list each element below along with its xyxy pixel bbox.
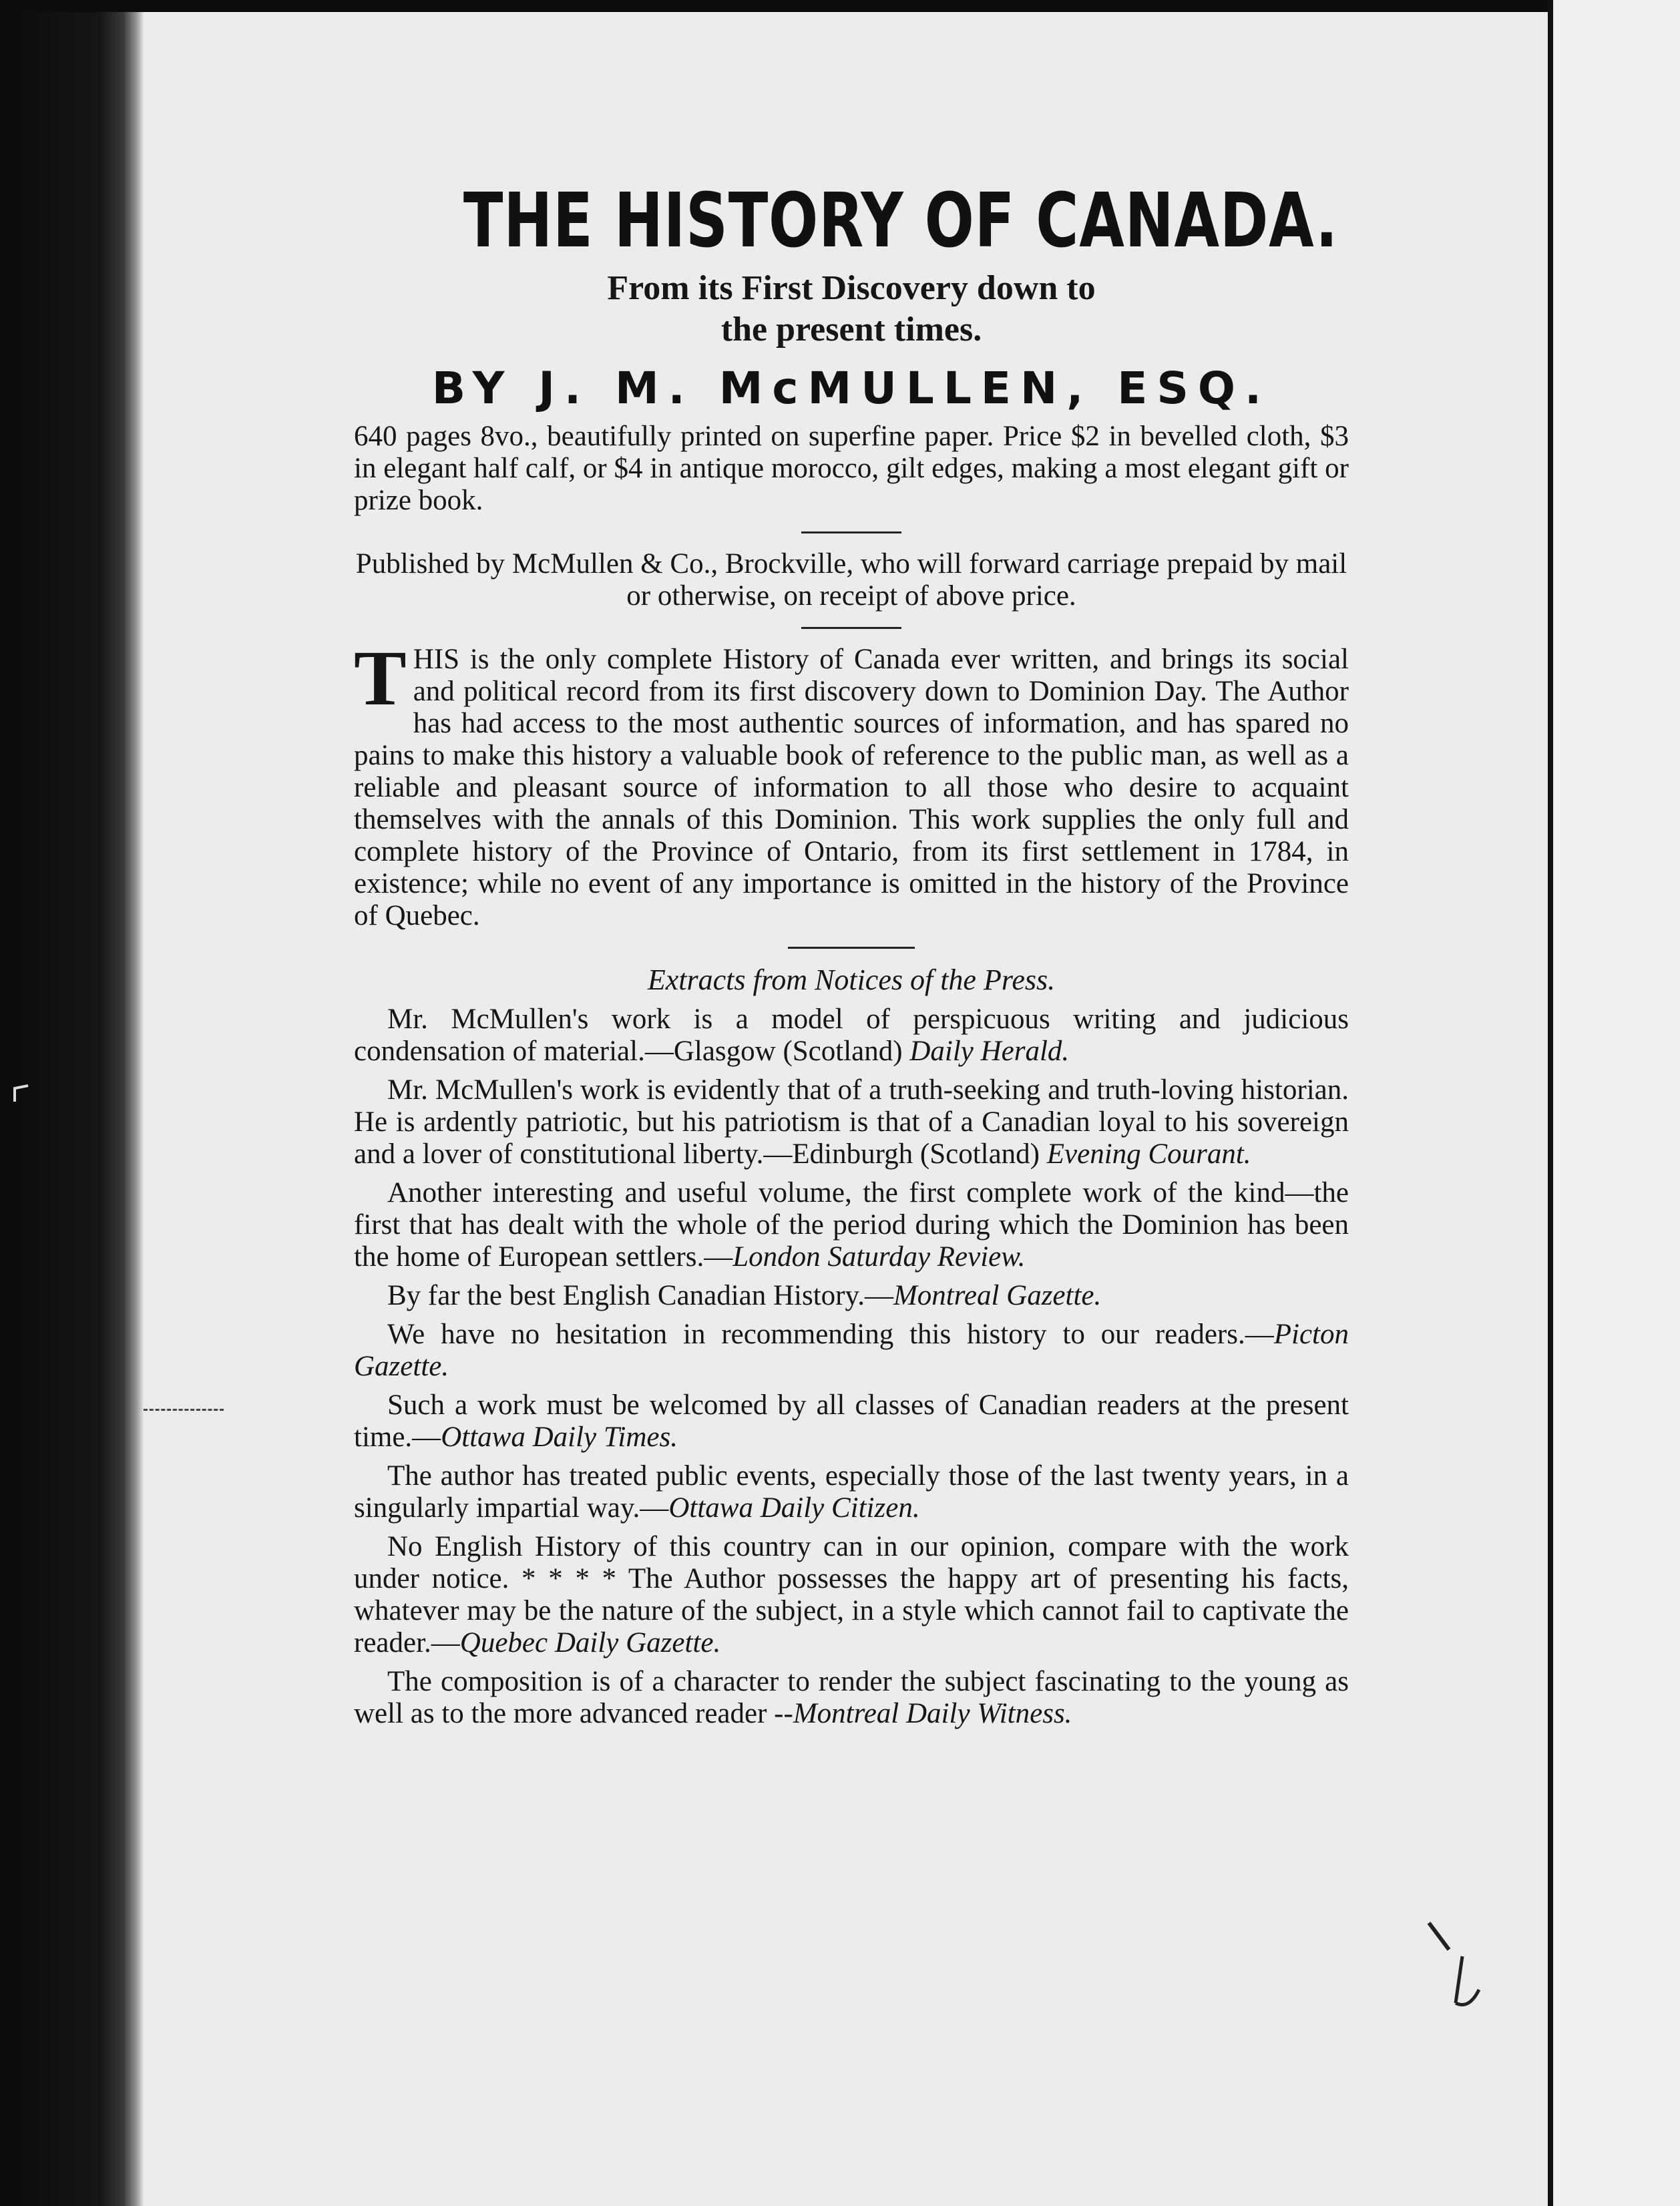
notice-text: Another interesting and useful volume, the first complete work of the kind—the first that has dealt with the whole of the period during which the Dominion has been the home of European settlers.— — [354, 1177, 1349, 1273]
description-text: HIS is the only complete History of Canada ever written, and brings its social and political record from its first discovery down to Dominion Day. The Author has had access to the most authentic sources of information, and has spared no pains to make this history a valuable book of reference to the public man, as well as a reliable and pleasant source of information to all those who desire to acquaint themselves with the annals of this Dominion. This work supplies the only full and complete history of the Province of Ontario, from its first settlement in 1784, in existence; while no event of any importance is omitted in the history of the Province of Quebec. — [354, 644, 1349, 932]
document-content — [354, 180, 1349, 1737]
description-paragraph — [354, 634, 1349, 932]
press-notice — [354, 1666, 1349, 1730]
notice-source: Daily Herald. — [909, 1036, 1070, 1068]
notice-text: No English History of this country can in our opinion, compare with the work under notice. * * * * The Author possesses the happy art of presenting his facts, whatever may be the nature of the subject, in a style which cannot fail to captivate the reader.— — [354, 1531, 1349, 1659]
scan-right-edge — [1548, 0, 1680, 2206]
press-notice — [354, 1004, 1349, 1068]
pencil-mark — [1416, 1910, 1509, 2030]
notice-text: Such a work must be welcomed by all classes of Canadian readers at the present time.— — [354, 1389, 1349, 1454]
notice-text: Mr. McMullen's work is evidently that of a truth-seeking and truth-loving historian. He is ardently patriotic, but his patriotism is that of a Canadian loyal to his sovereign and a lover of constitutional liberty.—Edinburgh (Scotland) — [354, 1074, 1349, 1170]
notice-source: Ottawa Daily Citizen. — [668, 1492, 920, 1524]
press-notice — [354, 1389, 1349, 1454]
notice-text: Mr. McMullen's work is a model of perspicuous writing and judicious condensation of material.—Glasgow (Scotland) — [354, 1004, 1349, 1068]
notice-source: Evening Courant. — [1046, 1138, 1251, 1170]
press-heading: Extracts from Notices of the Press. — [647, 963, 1056, 997]
press-notice — [354, 1177, 1349, 1273]
press-notice — [354, 1280, 1349, 1312]
press-notice — [354, 1460, 1349, 1524]
margin-dash-line — [144, 1409, 224, 1411]
author-line: BY J. M. McMULLEN, ESQ. — [431, 363, 1271, 415]
publisher-paragraph: Published by McMullen & Co., Brockville, who will forward carriage prepaid by mail or otherwise, on receipt of above price. — [355, 548, 1347, 612]
notice-source: Picton Gazette. — [354, 1319, 1349, 1383]
notice-source: London Saturday Review. — [732, 1241, 1026, 1273]
notice-source: Quebec Daily Gazette. — [459, 1627, 721, 1659]
press-notice — [354, 1319, 1349, 1383]
scan-top-edge — [0, 0, 1680, 12]
document-title: THE HISTORY OF CANADA. — [463, 178, 1339, 264]
press-notice — [354, 1531, 1349, 1659]
notice-source: Montreal Daily Witness. — [793, 1698, 1072, 1730]
divider-rule — [801, 531, 901, 533]
notice-source: Montreal Gazette. — [893, 1280, 1102, 1312]
price-paragraph: 640 pages 8vo., beautifully printed on superfine paper. Price $2 in bevelled cloth, $3 in elegant half calf, or $4 in antique morocco, gilt edges, making a most elegant gift or prize book. — [354, 421, 1349, 517]
notice-text: The author has treated public events, especially those of the last twenty years, in a singularly impartial way.— — [354, 1460, 1349, 1524]
divider-rule — [788, 947, 915, 949]
notice-text: The composition is of a character to render the subject fascinating to the young as well as to the more advanced reader -- — [354, 1666, 1349, 1730]
press-notice — [354, 1074, 1349, 1170]
notice-text: We have no hesitation in recommending this history to our readers.— — [387, 1319, 1274, 1351]
subtitle-line-1: From its First Discovery down to — [607, 269, 1096, 308]
subtitle-line-2: the present times. — [720, 310, 982, 349]
notice-source: Ottawa Daily Times. — [441, 1421, 678, 1454]
notice-text: By far the best English Canadian History.— — [387, 1280, 893, 1312]
divider-rule — [801, 627, 901, 629]
margin-tick — [8, 1082, 35, 1108]
drop-cap: T — [354, 634, 407, 722]
